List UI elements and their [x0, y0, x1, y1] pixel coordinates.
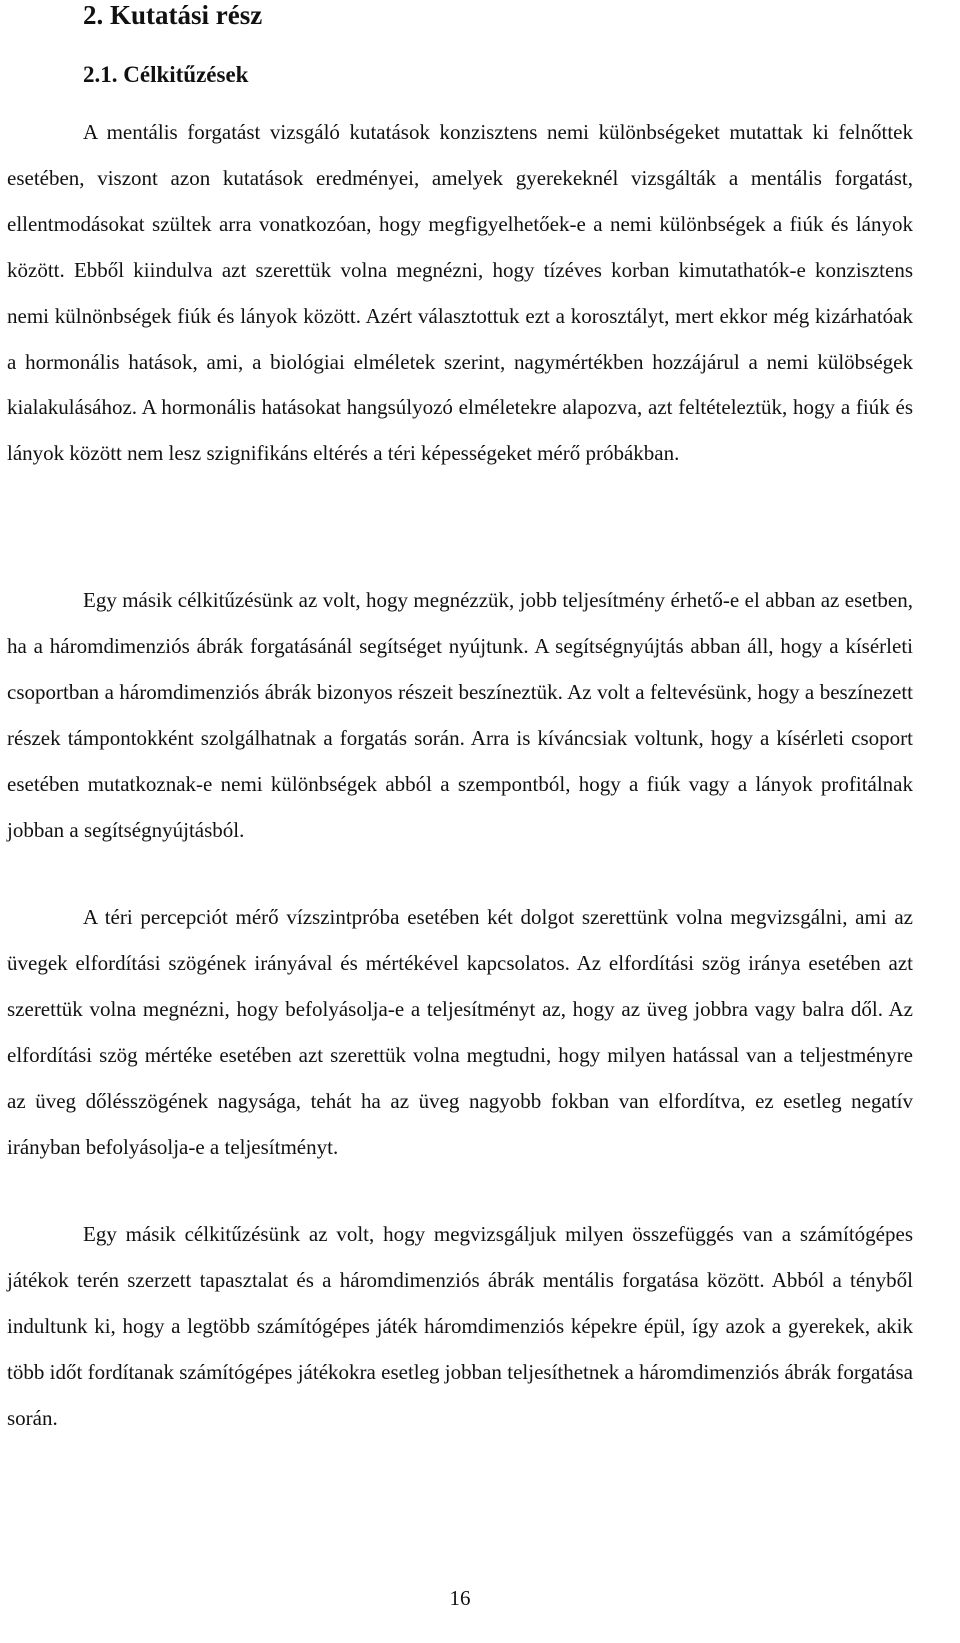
page-number: 16 — [449, 1586, 471, 1610]
paragraph-3: A téri percepciót mérő vízszintpróba esetében két dolgot szerettünk volna megvizsgálni, ami az üvegek elfordítási szögének irányával és mértékével kapcsolatos. Az elfordítási szög iránya esetében azt szerettük volna megnézni, hogy befolyásolja-e a teljesítményt az, hogy az üveg jobbra vagy balra dől. Az elfordítási szög mértéke esetében azt szerettük volna megtudni, hogy milyen hatással van a teljestményre az üveg dőlésszögének nagysága, tehát ha az üveg nagyobb fokban van elfordítva, ez esetleg negatív irányban befolyásolja-e a teljesítményt. — [7, 905, 913, 1159]
document-page — [7, 0, 913, 1643]
paragraph-2: Egy másik célkitűzésünk az volt, hogy megnézzük, jobb teljesítmény érhető-e el abban az esetben, ha a háromdimenziós ábrák forgatásánál segítséget nyújtunk. A segítségnyújtás abban áll, hogy a kísérleti csoportban a háromdimenziós ábrák bizonyos részeit beszíneztük. Az volt a feltevésünk, hogy a beszínezett részek támpontokként szolgálhatnak a forgatás során. Arra is kíváncsiak voltunk, hogy a kísérleti csoport esetében mutatkoznak-e nemi különbségek abból a szempontból, hogy a fiúk vagy a lányok profitálnak jobban a segítségnyújtásból. — [7, 588, 913, 842]
subsection-title: 2.1. Célkitűzések — [83, 62, 249, 87]
paragraph-4: Egy másik célkitűzésünk az volt, hogy megvizsgáljuk milyen összefüggés van a számítógépes játékok terén szerzett tapasztalat és a háromdimenziós ábrák mentális forgatása között. Abból a tényből indultunk ki, hogy a legtöbb számítógépes játék háromdimenziós képekre épül, így azok a gyerekek, akik több időt fordítanak számítógépes játékokra esetleg jobban teljesíthetnek a háromdimenziós ábrák forgatása során. — [7, 1222, 913, 1430]
paragraph-1: A mentális forgatást vizsgáló kutatások konzisztens nemi különbségeket mutattak ki felnőttek esetében, viszont azon kutatások eredményei, amelyek gyerekeknél vizsgálták a mentális forgatást, ellentmodásokat szültek arra vonatkozóan, hogy megfigyelhetőek-e a nemi különbségek a fiúk és lányok között. Ebből kiindulva azt szerettük volna megnézni, hogy tízéves korban kimutathatók-e konzisztens nemi külnönbségek fiúk és lányok között. Azért választottuk ezt a korosztályt, mert ekkor még kizárhatóak a hormonális hatások, ami, a biológiai elméletek szerint, nagymértékben hozzájárul a nemi külöbségek kialakulásához. A hormonális hatásokat hangsúlyozó elméletekre alapozva, azt feltételeztük, hogy a fiúk és lányok között nem lesz szignifikáns eltérés a téri képességeket mérő próbákban. — [7, 120, 913, 466]
section-title: 2. Kutatási rész — [83, 0, 263, 30]
